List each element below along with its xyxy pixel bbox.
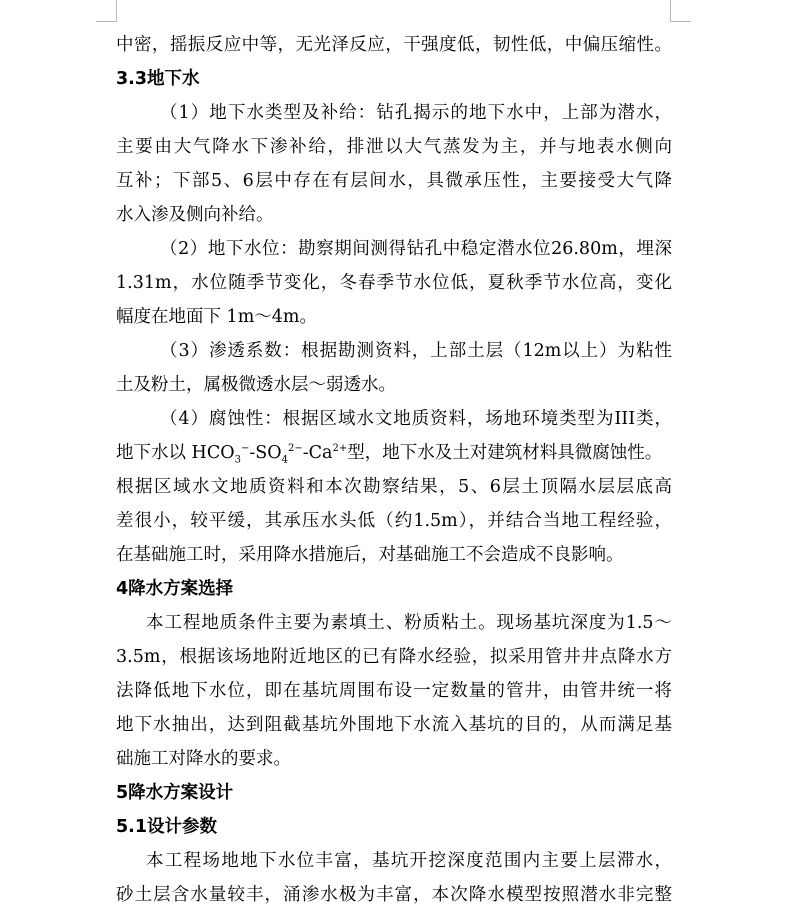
text-line: 中密，摇振反应中等，无光泽反应，干强度低，韧性低，中偏压缩性。 [116,35,672,55]
text-line: （1）地下水类型及补给：钻孔揭示的地下水中，上部为潜水， [160,103,672,123]
section-heading-5-1: 5.1设计参数 [116,817,218,837]
text-line: 互补；下部5、6层中存在有层间水，具微承压性，主要接受大气降 [116,171,672,191]
text-line: （3）渗透系数：根据勘测资料，上部土层（12m以上）为粘性 [160,341,672,361]
chemical-formula-line: 地下水以 $HCO_3^--SO_4^{2-}-Ca^{2+}$型，地下水及土对建筑材料具微腐蚀性。 [116,443,663,466]
text-line: 地下水抽出，达到阻截基坑外围地下水流入基坑的目的，从而满足基 [116,715,672,735]
text-line: 砂土层含水量较丰，涌渗水极为丰富，本次降水模型按照潜水非完整 [116,885,672,905]
text-line: 3.5m，根据该场地附近地区的已有降水经验，拟采用管井井点降水方 [116,647,672,667]
text-line: 础施工对降水的要求。 [116,749,291,769]
text-line: 根据区域水文地质资料和本次勘察结果，5、6层土顶隔水层层底高 [116,477,672,497]
section-heading-5: 5降水方案设计 [116,783,234,803]
text-line: 土及粉土，属极微透水层～弱透水。 [116,375,396,395]
crop-mark-right-vertical [670,0,671,22]
text-line: （2）地下水位：勘察期间测得钻孔中稳定潜水位26.80m，埋深 [160,239,672,259]
crop-mark-left-horizontal [96,21,116,22]
text-line: 幅度在地面下 1m～4m。 [116,307,318,327]
document-page [116,28,672,912]
text-line: 1.31m，水位随季节变化，冬春季节水位低，夏秋季节水位高，变化 [116,273,672,293]
section-heading-4: 4降水方案选择 [116,579,234,599]
section-heading-3-3: 3.3地下水 [116,69,200,89]
crop-mark-left-vertical [116,0,117,22]
text-line: （4）腐蚀性：根据区域水文地质资料，场地环境类型为III类， [160,409,672,429]
text-line: 在基础施工时，采用降水措施后，对基础施工不会造成不良影响。 [116,545,624,565]
text-line: 水入渗及侧向补给。 [116,205,274,225]
text-line: 差很小，较平缓，其承压水头低（约1.5m），并结合当地工程经验， [116,511,672,531]
text-line: 主要由大气降水下渗补给，排泄以大气蒸发为主，并与地表水侧向 [116,137,672,157]
text-line: 本工程场地地下水位丰富，基坑开挖深度范围内主要上层滞水， [146,851,672,871]
text-line: 法降低地下水位，即在基坑周围布设一定数量的管井，由管井统一将 [116,681,672,701]
text-line: 本工程地质条件主要为素填土、粉质粘土。现场基坑深度为1.5～ [146,613,672,633]
crop-mark-right-horizontal [671,21,691,22]
